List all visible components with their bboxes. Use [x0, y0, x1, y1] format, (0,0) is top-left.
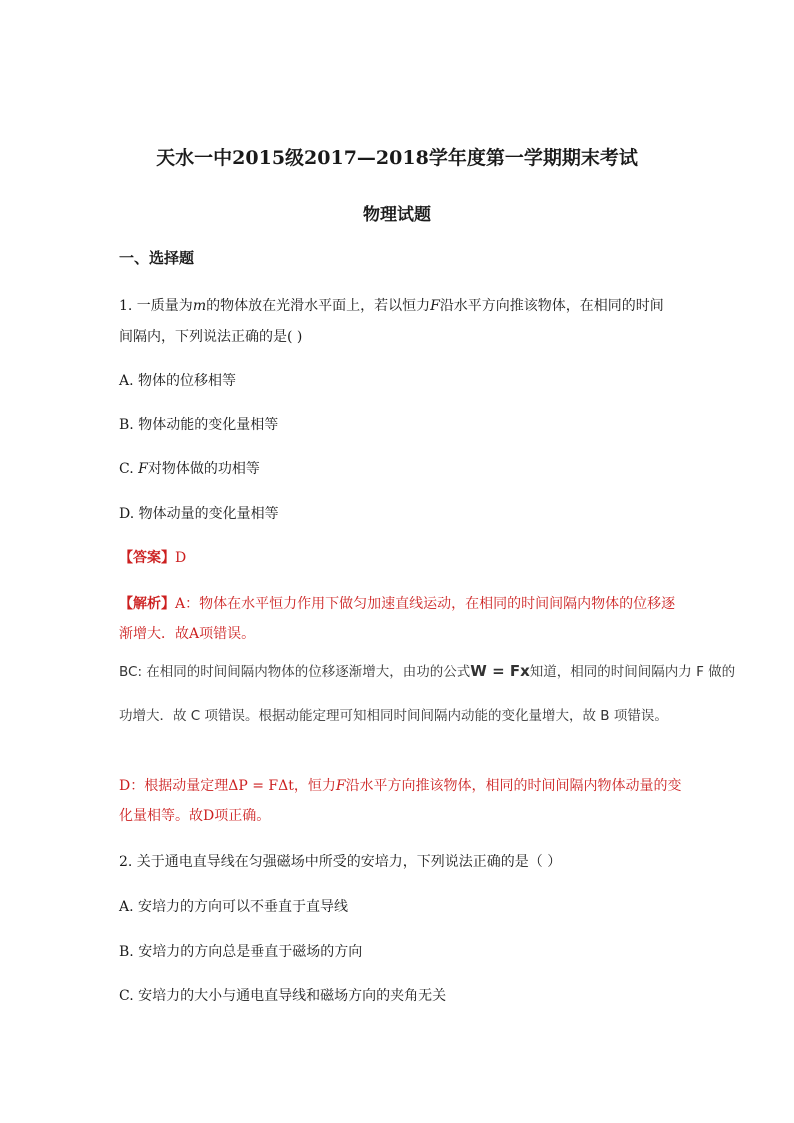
q1-stem-text: 1. 一质量为	[119, 298, 193, 314]
analysis-d-text: D：根据动量定理ΔP = FΔt，恒力	[119, 778, 336, 794]
analysis-bc-text: 知道，相同的时间间隔内力 F 做的	[529, 664, 736, 680]
answer-label: 【答案】	[119, 550, 175, 566]
q1-stem-text: 沿水平方向推该物体，在相同的时间	[439, 298, 664, 314]
section-heading: 一、选择题	[119, 249, 195, 267]
q1-analysis-bc-line1	[119, 661, 735, 682]
analysis-d-text: 沿水平方向推该物体，相同的时间间隔内物体动量的变	[345, 778, 682, 794]
q1-stem-text: 的物体放在光滑水平面上，若以恒力	[206, 298, 431, 314]
q2-stem: 2. 关于通电直导线在匀强磁场中所受的安培力，下列说法正确的是（ ）	[119, 854, 562, 870]
analysis-d-var: F	[335, 778, 346, 794]
exam-subtitle: 物理试题	[363, 205, 431, 225]
answer-value: D	[175, 550, 187, 566]
q1-analysis-a-line1	[119, 594, 675, 614]
exam-title: 天水一中2015级2017—2018学年度第一学期期末考试	[156, 147, 638, 169]
analysis-bc-text: BC: 在相同的时间间隔内物体的位移逐渐增大，由功的公式	[119, 664, 471, 680]
analysis-label: 【解析】	[119, 596, 175, 612]
q1-analysis-d-line2: 化量相等。故D项正确。	[119, 808, 271, 824]
q1-var-f: F	[430, 298, 440, 314]
q1-option-c-var: F	[138, 461, 148, 477]
q1-analysis-bc-line2: 功增大．故 C 项错误。根据动能定理可知相同时间间隔内动能的变化量增大，故 B 项错误。	[119, 708, 668, 724]
q2-option-c: C. 安培力的大小与通电直导线和磁场方向的夹角无关	[119, 988, 447, 1004]
q2-option-b: B. 安培力的方向总是垂直于磁场的方向	[119, 944, 363, 960]
q1-option-b: B. 物体动能的变化量相等	[119, 417, 279, 433]
q1-option-c-text: 对物体做的功相等	[147, 461, 260, 477]
q2-option-a: A. 安培力的方向可以不垂直于直导线	[119, 899, 349, 915]
q1-stem-line2: 间隔内，下列说法正确的是( )	[119, 329, 303, 345]
formula-work: W = Fx	[470, 662, 530, 680]
q1-stem-line1	[119, 296, 664, 316]
q1-option-d: D. 物体动量的变化量相等	[119, 506, 279, 522]
q1-var-m: m	[192, 298, 207, 314]
analysis-text: A：物体在水平恒力作用下做匀加速直线运动，在相同的时间间隔内物体的位移逐	[175, 596, 676, 612]
q1-option-c-prefix: C.	[119, 461, 139, 477]
q1-analysis-a-line2: 渐增大．故A项错误。	[119, 626, 256, 642]
q1-option-a: A. 物体的位移相等	[119, 373, 237, 389]
q1-answer	[119, 548, 186, 568]
q1-option-c	[119, 459, 260, 479]
q1-analysis-d-line1	[119, 776, 682, 796]
